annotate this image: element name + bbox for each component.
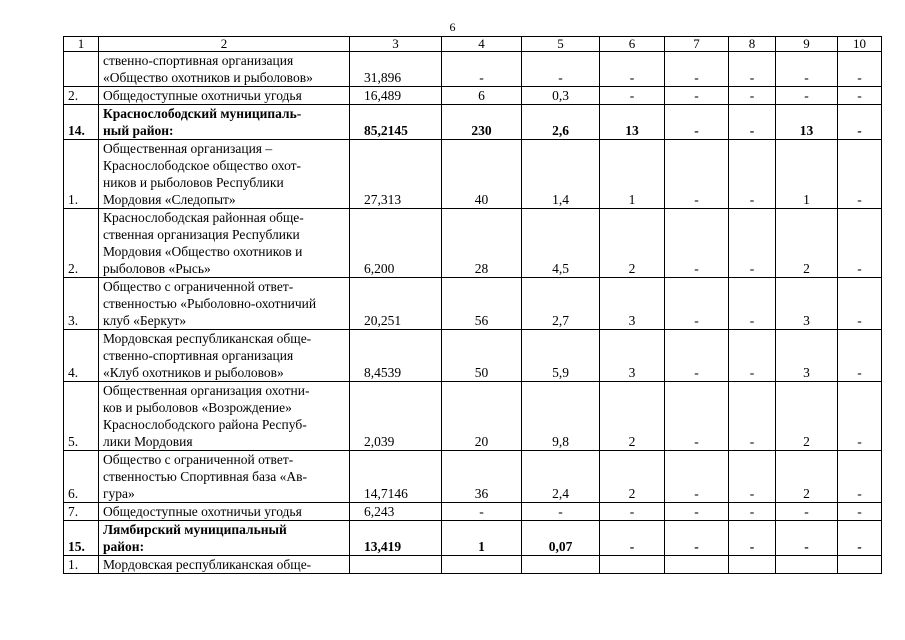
- value-cell: -: [838, 52, 882, 87]
- value-cell: -: [665, 105, 729, 140]
- value-cell: 1: [776, 140, 838, 209]
- name-line: район:: [103, 539, 145, 554]
- area-value-cell: 85,2145: [350, 105, 442, 140]
- value-cell: 1: [600, 140, 665, 209]
- table-row: [64, 556, 882, 574]
- name-line: лики Мордовия: [103, 434, 193, 449]
- name-line: Краснослободский муниципаль-: [103, 106, 302, 121]
- value-cell: 230: [442, 105, 522, 140]
- name-line: гура»: [103, 486, 135, 501]
- value-cell: -: [838, 105, 882, 140]
- name-line: рыболовов «Рысь»: [103, 261, 211, 276]
- value-cell: -: [729, 382, 776, 451]
- value-cell: 9,8: [522, 382, 600, 451]
- value-cell: 6: [442, 87, 522, 105]
- value-cell: [665, 556, 729, 574]
- area-value-cell: 20,251: [350, 278, 442, 330]
- area-value-cell: 16,489: [350, 87, 442, 105]
- value-cell: -: [776, 52, 838, 87]
- value-cell: -: [729, 52, 776, 87]
- value-cell: -: [838, 382, 882, 451]
- value-cell: -: [729, 209, 776, 278]
- table-row: [64, 521, 882, 556]
- table-row: [64, 209, 882, 278]
- table-row: [64, 87, 882, 105]
- name-line: Общедоступные охотничьи угодья: [103, 504, 302, 519]
- value-cell: -: [442, 52, 522, 87]
- value-cell: -: [838, 521, 882, 556]
- value-cell: 3: [776, 330, 838, 382]
- value-cell: -: [600, 52, 665, 87]
- value-cell: -: [776, 87, 838, 105]
- value-cell: 56: [442, 278, 522, 330]
- name-line: Общественная организация –: [103, 141, 273, 156]
- name-line: ственно-спортивная организация: [103, 348, 294, 363]
- row-number-cell: 2.: [64, 87, 99, 105]
- value-cell: 0,3: [522, 87, 600, 105]
- name-line: Лямбирский муниципальный: [103, 522, 287, 537]
- area-value-cell: 6,200: [350, 209, 442, 278]
- value-cell: -: [729, 521, 776, 556]
- row-number-cell: 15.: [64, 521, 99, 556]
- value-cell: 2,4: [522, 451, 600, 503]
- organization-name-cell: [99, 451, 350, 503]
- name-line: Мордовская республиканская обще-: [103, 557, 312, 572]
- value-cell: 2: [776, 382, 838, 451]
- name-line: ственностью «Рыболовно-охотничий: [103, 296, 317, 311]
- name-line: Краснослободская районная обще-: [103, 210, 304, 225]
- table-row: [64, 503, 882, 521]
- value-cell: 28: [442, 209, 522, 278]
- name-line: Общество с ограниченной ответ-: [103, 452, 294, 467]
- value-cell: -: [522, 503, 600, 521]
- table-row: [64, 52, 882, 87]
- value-cell: [838, 556, 882, 574]
- value-cell: -: [838, 140, 882, 209]
- value-cell: -: [665, 140, 729, 209]
- area-value-cell: 13,419: [350, 521, 442, 556]
- row-number-cell: [64, 52, 99, 87]
- value-cell: -: [665, 382, 729, 451]
- row-number-cell: 5.: [64, 382, 99, 451]
- row-number-cell: 14.: [64, 105, 99, 140]
- organization-name-cell: [99, 209, 350, 278]
- organization-name-cell: [99, 105, 350, 140]
- page-number: 6: [449, 20, 456, 34]
- value-cell: -: [729, 451, 776, 503]
- name-line: ный район:: [103, 123, 174, 138]
- value-cell: -: [729, 503, 776, 521]
- value-cell: 40: [442, 140, 522, 209]
- table-row: [64, 105, 882, 140]
- name-line: клуб «Беркут»: [103, 313, 187, 328]
- name-line: ков и рыболовов «Возрождение»: [103, 400, 292, 415]
- value-cell: 20: [442, 382, 522, 451]
- value-cell: 2: [600, 382, 665, 451]
- organization-name-cell: [99, 382, 350, 451]
- organization-name-cell: [99, 140, 350, 209]
- value-cell: [600, 556, 665, 574]
- value-cell: 2: [776, 209, 838, 278]
- value-cell: [729, 556, 776, 574]
- value-cell: 2,6: [522, 105, 600, 140]
- organization-name-cell: [99, 52, 350, 87]
- area-value-cell: 14,7146: [350, 451, 442, 503]
- row-number-cell: 1.: [64, 556, 99, 574]
- value-cell: [776, 556, 838, 574]
- area-value-cell: 2,039: [350, 382, 442, 451]
- row-number-cell: 3.: [64, 278, 99, 330]
- value-cell: -: [665, 503, 729, 521]
- header-cell: 7: [665, 37, 729, 52]
- area-value-cell: [350, 556, 442, 574]
- value-cell: [442, 556, 522, 574]
- row-number-cell: 6.: [64, 451, 99, 503]
- name-line: Общество с ограниченной ответ-: [103, 279, 294, 294]
- value-cell: -: [729, 278, 776, 330]
- organization-name-cell: [99, 330, 350, 382]
- organization-name-cell: [99, 556, 350, 574]
- value-cell: -: [665, 278, 729, 330]
- table-row: [64, 382, 882, 451]
- row-number-cell: 2.: [64, 209, 99, 278]
- name-line: Краснослободское общество охот-: [103, 158, 302, 173]
- name-line: Мордовская республиканская обще-: [103, 331, 312, 346]
- header-cell: 3: [350, 37, 442, 52]
- row-number-cell: 1.: [64, 140, 99, 209]
- name-line: Общественная организация охотни-: [103, 383, 310, 398]
- value-cell: [522, 556, 600, 574]
- organization-name-cell: [99, 503, 350, 521]
- value-cell: -: [600, 521, 665, 556]
- header-cell: 4: [442, 37, 522, 52]
- header-cell: 1: [64, 37, 99, 52]
- value-cell: -: [665, 52, 729, 87]
- value-cell: 5,9: [522, 330, 600, 382]
- hunting-grounds-table: [63, 36, 882, 574]
- name-line: Общедоступные охотничьи угодья: [103, 88, 302, 103]
- area-value-cell: 8,4539: [350, 330, 442, 382]
- name-line: «Общество охотников и рыболовов»: [103, 70, 313, 85]
- value-cell: -: [838, 87, 882, 105]
- value-cell: 2,7: [522, 278, 600, 330]
- value-cell: 3: [600, 278, 665, 330]
- name-line: Краснослободского района Респуб-: [103, 417, 307, 432]
- name-line: ственная организация Республики: [103, 227, 300, 242]
- header-cell: 9: [776, 37, 838, 52]
- area-value-cell: 31,896: [350, 52, 442, 87]
- value-cell: -: [600, 87, 665, 105]
- value-cell: -: [600, 503, 665, 521]
- name-line: Мордовия «Общество охотников и: [103, 244, 303, 259]
- value-cell: 13: [600, 105, 665, 140]
- name-line: ников и рыболовов Республики: [103, 175, 284, 190]
- value-cell: -: [665, 451, 729, 503]
- value-cell: -: [522, 52, 600, 87]
- column-number-header: [64, 37, 882, 52]
- name-line: ственно-спортивная организация: [103, 53, 294, 68]
- table-row: [64, 330, 882, 382]
- row-number-cell: 4.: [64, 330, 99, 382]
- table-row: [64, 278, 882, 330]
- value-cell: -: [838, 278, 882, 330]
- area-value-cell: 27,313: [350, 140, 442, 209]
- value-cell: -: [776, 521, 838, 556]
- value-cell: 2: [776, 451, 838, 503]
- value-cell: 36: [442, 451, 522, 503]
- value-cell: 3: [600, 330, 665, 382]
- value-cell: -: [665, 209, 729, 278]
- value-cell: -: [729, 140, 776, 209]
- value-cell: 3: [776, 278, 838, 330]
- row-number-cell: 7.: [64, 503, 99, 521]
- value-cell: -: [729, 330, 776, 382]
- header-cell: 6: [600, 37, 665, 52]
- name-line: Мордовия «Следопыт»: [103, 192, 236, 207]
- value-cell: -: [665, 521, 729, 556]
- value-cell: 4,5: [522, 209, 600, 278]
- value-cell: 1,4: [522, 140, 600, 209]
- name-line: ственностью Спортивная база «Ав-: [103, 469, 308, 484]
- value-cell: 50: [442, 330, 522, 382]
- organization-name-cell: [99, 278, 350, 330]
- value-cell: -: [776, 503, 838, 521]
- value-cell: -: [442, 503, 522, 521]
- value-cell: -: [838, 451, 882, 503]
- table-row: [64, 140, 882, 209]
- organization-name-cell: [99, 87, 350, 105]
- value-cell: -: [838, 209, 882, 278]
- area-value-cell: 6,243: [350, 503, 442, 521]
- value-cell: -: [665, 87, 729, 105]
- table-row: [64, 451, 882, 503]
- header-cell: 2: [99, 37, 350, 52]
- header-cell: 8: [729, 37, 776, 52]
- table-body: [64, 37, 882, 574]
- value-cell: 1: [442, 521, 522, 556]
- value-cell: -: [838, 503, 882, 521]
- value-cell: 2: [600, 209, 665, 278]
- header-cell: 10: [838, 37, 882, 52]
- name-line: «Клуб охотников и рыболовов»: [103, 365, 284, 380]
- value-cell: 13: [776, 105, 838, 140]
- header-cell: 5: [522, 37, 600, 52]
- value-cell: 2: [600, 451, 665, 503]
- organization-name-cell: [99, 521, 350, 556]
- value-cell: -: [665, 330, 729, 382]
- value-cell: -: [729, 105, 776, 140]
- value-cell: 0,07: [522, 521, 600, 556]
- value-cell: -: [729, 87, 776, 105]
- value-cell: -: [838, 330, 882, 382]
